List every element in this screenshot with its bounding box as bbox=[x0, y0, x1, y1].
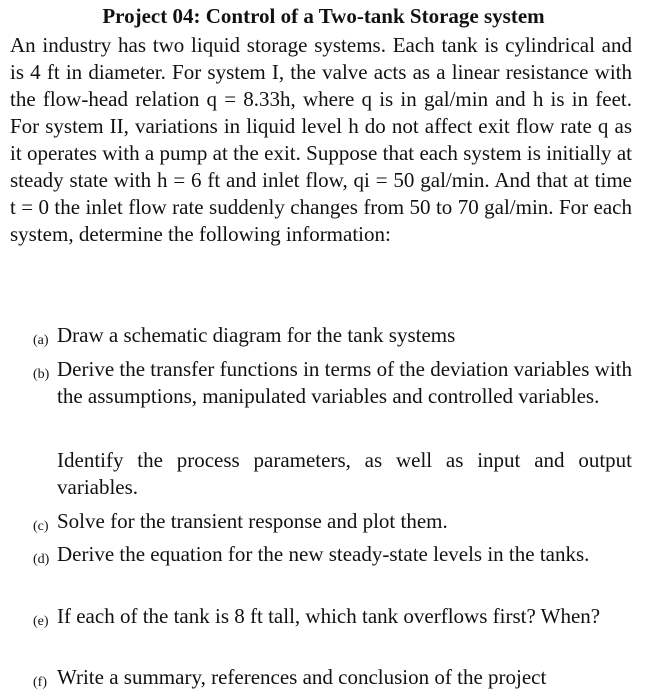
item-label: (d) bbox=[33, 552, 50, 567]
item-b-note: Identify the process parameters, as well as input and output variables. bbox=[57, 448, 632, 499]
item-text: If each of the tank is 8 ft tall, which tank overflows first? When? bbox=[57, 604, 601, 628]
list-item-e bbox=[33, 603, 632, 630]
item-text: Derive the transfer functions in terms of the deviation variables with the assumptions, manipulated variables and controlled variables. bbox=[57, 357, 632, 408]
item-text: Write a summary, references and conclusion of the project bbox=[57, 665, 547, 689]
item-label: (c) bbox=[33, 519, 49, 534]
list-item-d bbox=[33, 541, 632, 568]
item-label: (b) bbox=[33, 367, 50, 382]
item-text: Solve for the transient response and plot them. bbox=[57, 509, 448, 533]
item-label: (e) bbox=[33, 614, 49, 629]
list-item-b bbox=[33, 356, 632, 410]
problem-statement: An industry has two liquid storage systems. Each tank is cylindrical and is 4 ft in diameter. For system I, the valve acts as a linear resistance with the flow-head relation q = 8.33h, where q is in gal/min and h is in feet. For system II, variations in liquid level h do not affect exit flow rate q as it operates with a pump at the exit. Suppose that each system is initially at steady state with h = 6 ft and inlet flow, qi = 50 gal/min. And that at time t = 0 the inlet flow rate suddenly changes from 50 to 70 gal/min. For each system, determine the following information: bbox=[10, 33, 632, 246]
list-item-c bbox=[33, 508, 632, 535]
item-label: (f) bbox=[33, 675, 47, 690]
item-text: Draw a schematic diagram for the tank systems bbox=[57, 323, 456, 347]
item-text: Derive the equation for the new steady-state levels in the tanks. bbox=[57, 542, 590, 566]
list-item-f bbox=[33, 664, 632, 691]
page-title: Project 04: Control of a Two-tank Storage system bbox=[102, 4, 545, 28]
item-label: (a) bbox=[33, 333, 49, 348]
list-item-a bbox=[33, 322, 632, 349]
